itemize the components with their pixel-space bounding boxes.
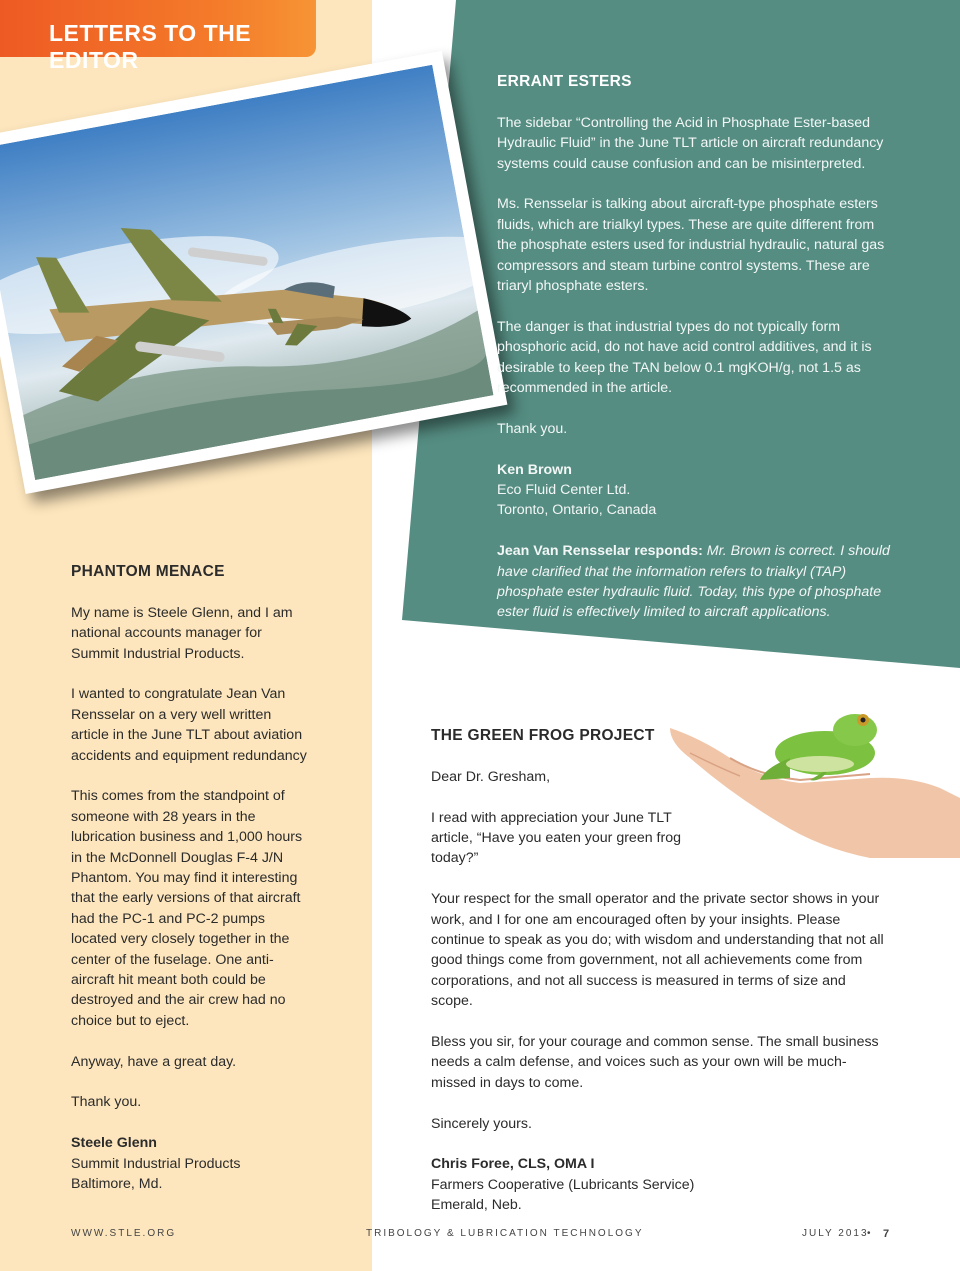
footer-date: JULY 2013 — [802, 1228, 869, 1239]
signer-location: Toronto, Ontario, Canada — [497, 502, 657, 519]
page-number: 7 — [883, 1228, 892, 1240]
letter-paragraph: Thank you. — [497, 420, 568, 437]
letter-paragraph: I read with appreciation your June TLT article, “Have you eaten your green frog today?” — [431, 809, 681, 867]
letter-salutation: Dear Dr. Gresham, — [431, 768, 551, 785]
signer-name: Ken Brown — [497, 461, 572, 478]
section-header-tab — [0, 0, 316, 73]
letter-signature — [431, 1154, 891, 1215]
signer-company: Summit Industrial Products — [71, 1155, 241, 1172]
letter-paragraph: The danger is that industrial types do not typically form phosphoric acid, do not have acid control additives, and it is desirable to keep the TAN below 0.1 mgKOH/g, not 1.5 as recommended in the article. — [497, 318, 872, 397]
letter-paragraph: Thank you. — [71, 1094, 142, 1111]
letter-paragraph: Sincerely yours. — [431, 1115, 532, 1132]
letter-title: PHANTOM MENACE — [71, 563, 225, 580]
letter-signature — [71, 1133, 309, 1194]
letter-errant-esters — [497, 72, 897, 643]
letter-paragraph: Bless you sir, for your courage and common sense. The small business needs a calm defense, and voices such as your own will be much-missed in days to come. — [431, 1034, 879, 1091]
jet-illustration — [0, 65, 493, 480]
footer-website: WWW.STLE.ORG — [71, 1228, 177, 1239]
signer-company: Farmers Cooperative (Lubricants Service) — [431, 1176, 695, 1193]
response-text: Mr. Brown is correct. I should have clarified that the information refers to trialkyl (TAP) phosphate ester hydraulic fluid. Today, this type of phosphate ester fluid is effectively limited to aircraft applications. — [497, 543, 890, 621]
letter-paragraph: Ms. Rensselar is talking about aircraft-type phosphate esters fluids, which are trialkyl types. These are quite different from the phosphate esters used for industrial hydraulic, natural gas compressors and steam turbine control systems. These are triaryl phosphate esters. — [497, 196, 885, 295]
letter-paragraph: Your respect for the small operator and the private sector shows in your work, and I for one am encouraged often by your insights. Please continue to speak as you do; with wisdom and understanding that not all good things come from government, not all achievements come from corporations, and not all success is measured in terms of size and scope. — [431, 891, 884, 1010]
letter-green-frog-project — [431, 726, 891, 1216]
letter-signature — [497, 460, 897, 521]
letter-paragraph: The sidebar “Controlling the Acid in Phosphate Ester-based Hydraulic Fluid” in the June TLT article on aircraft redundancy systems could cause confusion and can be misinterpreted. — [497, 114, 884, 172]
letter-title: THE GREEN FROG PROJECT — [431, 727, 655, 744]
letter-paragraph: Anyway, have a great day. — [71, 1053, 237, 1070]
letter-paragraph: My name is Steele Glenn, and I am national accounts manager for Summit Industrial Products. — [71, 604, 293, 662]
signer-name: Chris Foree, CLS, OMA I — [431, 1156, 595, 1173]
section-title: LETTERS TO THE EDITOR — [49, 20, 252, 73]
signer-name: Steele Glenn — [71, 1135, 157, 1152]
letter-paragraph: I wanted to congratulate Jean Van Rensselar on a very well written article in the June TLT about aviation accidents and equipment redundancy — [71, 686, 307, 764]
editor-response — [497, 541, 897, 623]
footer-publication: TRIBOLOGY & LUBRICATION TECHNOLOGY — [366, 1228, 644, 1239]
letter-paragraph: This comes from the standpoint of someone with 28 years in the lubrication business and 1,000 hours in the McDonnell Douglas F-4 J/N Phantom. You may find it interesting that the early versions of that aircraft had the PC-1 and PC-2 pumps located very closely together in the center of the fuselage. One anti-aircraft hit meant both could be destroyed and the air crew had no choice but to eject. — [71, 788, 303, 1029]
signer-location: Emerald, Neb. — [431, 1197, 522, 1214]
letter-title: ERRANT ESTERS — [497, 73, 632, 90]
footer-separator: • — [867, 1228, 873, 1239]
signer-location: Baltimore, Md. — [71, 1176, 163, 1193]
letter-phantom-menace — [71, 562, 309, 1195]
response-label: Jean Van Rensselar responds: — [497, 543, 703, 560]
signer-company: Eco Fluid Center Ltd. — [497, 482, 631, 499]
